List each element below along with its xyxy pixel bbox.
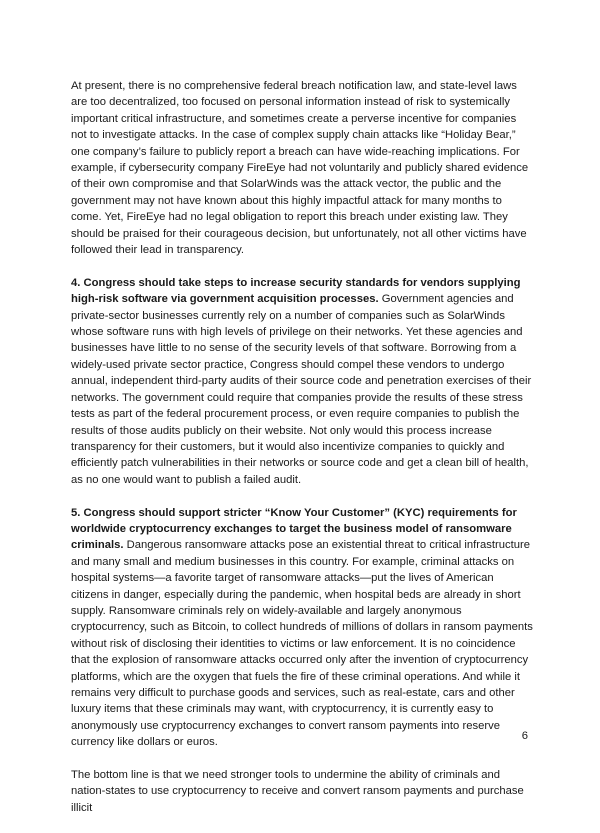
document-body <box>71 78 533 833</box>
paragraph-bottom-line <box>71 767 533 816</box>
paragraph-text: At present, there is no comprehensive federal breach notification law, and state-level laws are too decentralized, too focused on personal information instead of risk to systemically important critical infrastructure, and sometimes create a perverse incentive for companies not to investigate attacks. In the case of complex supply chain attacks like “Holiday Bear,” one company’s failure to publicly report a breach can have wide-reaching implications. For example, if cybersecurity company FireEye had not voluntarily and publicly shared evidence of their own compromise and that SolarWinds was the attack vector, the public and the government may not have known about this highly impactful attack for many months to come. Yet, FireEye had no legal obligation to report this breach under existing law. They should be praised for their courageous decision, but unfortunately, not all other victims have followed their lead in transparency. <box>71 80 529 257</box>
recommendation-heading: 4. Congress should take steps to increase security standards for vendors supplying high-risk software via government acquisition processes. <box>71 276 521 306</box>
paragraph-recommendation-5 <box>71 505 533 751</box>
paragraph-breach-notification <box>71 78 533 258</box>
recommendation-heading: 5. Congress should support stricter “Know Your Customer” (KYC) requirements for worldwide cryptocurrency exchanges to target the business model of ransomware criminals. <box>71 506 517 552</box>
paragraph-text: The bottom line is that we need stronger tools to undermine the ability of criminals and nation-states to use cryptocurrency to receive and convert ransom payments and purchase illicit <box>71 769 524 814</box>
paragraph-text: Government agencies and private-sector businesses currently rely on a number of companies such as SolarWinds whose software runs with high levels of privilege on their networks. Yet these agencies and businesses have little to no sense of the security levels of that software. Borrowing from a widely-used private sector practice, Congress should compel these vendors to undergo annual, independent third-party audits of their source code and penetration exercises of their networks. The government could require that companies provide the results of these stress tests as part of the federal procurement process, or even require companies to publish the results of those audits publicly on their website. Not only would this process increase transparency for their customers, but it would also incentivize companies to quickly and efficiently patch vulnerabilities in their networks or source code and get a clean bill of health, as no one would want to publish a failed audit. <box>71 293 532 486</box>
paragraph-recommendation-4 <box>71 275 533 488</box>
paragraph-text: Dangerous ransomware attacks pose an existential threat to critical infrastructure and many small and medium businesses in this country. For example, criminal attacks on hospital systems—a favorite target of ransomware attacks—put the lives of American citizens in danger, especially during the pandemic, when hospital beds are already in short supply. Ransomware criminals rely on widely-available and largely anonymous cryptocurrency, such as Bitcoin, to collect hundreds of millions of dollars in ransom payments without risk of disclosing their identities to victims or law enforcement. It is no coincidence that the explosion of ransomware attacks occurred only after the invention of cryptocurrency platforms, which are the oxygen that fuels the fire of these criminal operations. And while it remains very difficult to purchase goods and services, such as real-estate, cars and other luxury items that these criminals may want, with cryptocurrency, it is currently easy to anonymously use cryptocurrency exchanges to convert ransom payments into reserve currency like dollars or euros. <box>71 539 533 749</box>
page-number: 6 <box>521 730 528 742</box>
